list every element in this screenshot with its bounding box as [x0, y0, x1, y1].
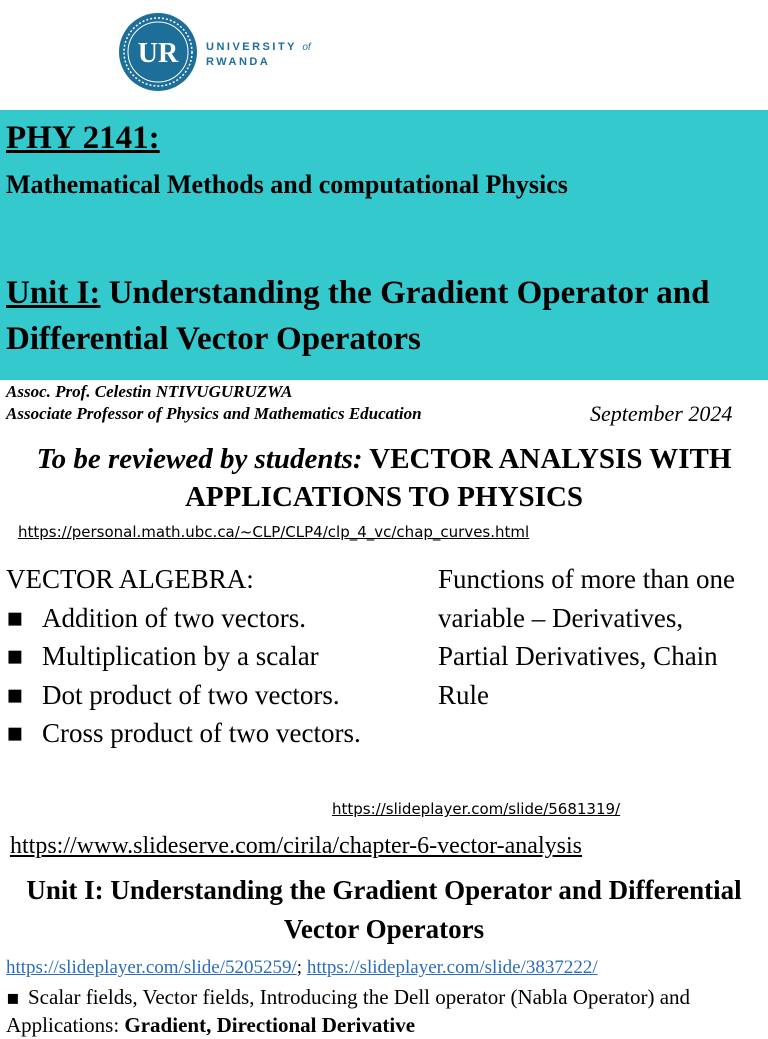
- bottom-bold-text: Gradient, Directional Derivative: [124, 1013, 416, 1037]
- unit-label: Unit I:: [6, 275, 101, 311]
- title-banner: [0, 110, 768, 380]
- logo-rwanda: RWANDA: [206, 56, 271, 68]
- author-block: [6, 381, 422, 425]
- logo-wordmark: [206, 40, 311, 70]
- slideplayer-link-3[interactable]: https://slideplayer.com/slide/3837222/: [306, 957, 598, 978]
- bullet-square-icon: ▪: [6, 985, 20, 1009]
- review-prefix: To be reviewed by students:: [36, 443, 363, 475]
- list-item: ▪ Multiplication by a scalar: [6, 637, 426, 676]
- review-title: VECTOR ANALYSIS WITH APPLICATIONS TO PHYSICS: [184, 443, 732, 513]
- author-name: Assoc. Prof. Celestin NTIVUGURUZWA: [6, 382, 293, 401]
- slideserve-link[interactable]: https://www.slideserve.com/cirila/chapter-6-vector-analysis: [10, 833, 582, 859]
- review-heading: [0, 440, 768, 516]
- unit-title-text: Understanding the Gradient Operator and Differential Vector Operators: [6, 275, 710, 357]
- link-separator: ;: [296, 957, 307, 978]
- bottom-text: Scalar fields, Vector fields, Introducing the Dell operator (Nabla Operator) and Applications:: [6, 985, 691, 1037]
- vector-algebra-heading: VECTOR ALGEBRA:: [6, 564, 254, 594]
- course-title: Mathematical Methods and computational Physics: [6, 170, 568, 199]
- bottom-bullet: [6, 983, 766, 1039]
- vector-algebra-list: [6, 599, 426, 753]
- functions-text: Functions of more than one variable – Derivatives, Partial Derivatives, Chain Rule: [438, 564, 735, 710]
- unit-title: [6, 270, 766, 362]
- date: September 2024: [590, 401, 733, 426]
- list-item: ▪ Dot product of two vectors.: [6, 676, 426, 715]
- slideplayer-link-1[interactable]: https://slideplayer.com/slide/5681319/: [332, 800, 621, 818]
- course-code: PHY 2141:: [6, 120, 160, 156]
- university-seal-icon: [118, 12, 198, 92]
- slideplayer-link-2[interactable]: https://slideplayer.com/slide/5205259/: [6, 957, 297, 978]
- logo-university: UNIVERSITY: [206, 41, 297, 53]
- unit-heading-repeat: Unit I: Understanding the Gradient Operator and Differential Vector Operators: [26, 875, 742, 944]
- vector-algebra-section: [6, 560, 426, 753]
- ubc-link[interactable]: https://personal.math.ubc.ca/~CLP/CLP4/clp_4_vc/chap_curves.html: [18, 523, 530, 541]
- seal-letters: UR: [137, 38, 179, 69]
- list-item: ▪ Addition of two vectors.: [6, 599, 426, 638]
- logo-of: of: [302, 42, 311, 53]
- university-logo: [118, 12, 338, 100]
- author-role: Associate Professor of Physics and Mathematics Education: [6, 404, 422, 423]
- list-item: ▪ Cross product of two vectors.: [6, 714, 426, 753]
- slideplayer-links: [6, 955, 598, 981]
